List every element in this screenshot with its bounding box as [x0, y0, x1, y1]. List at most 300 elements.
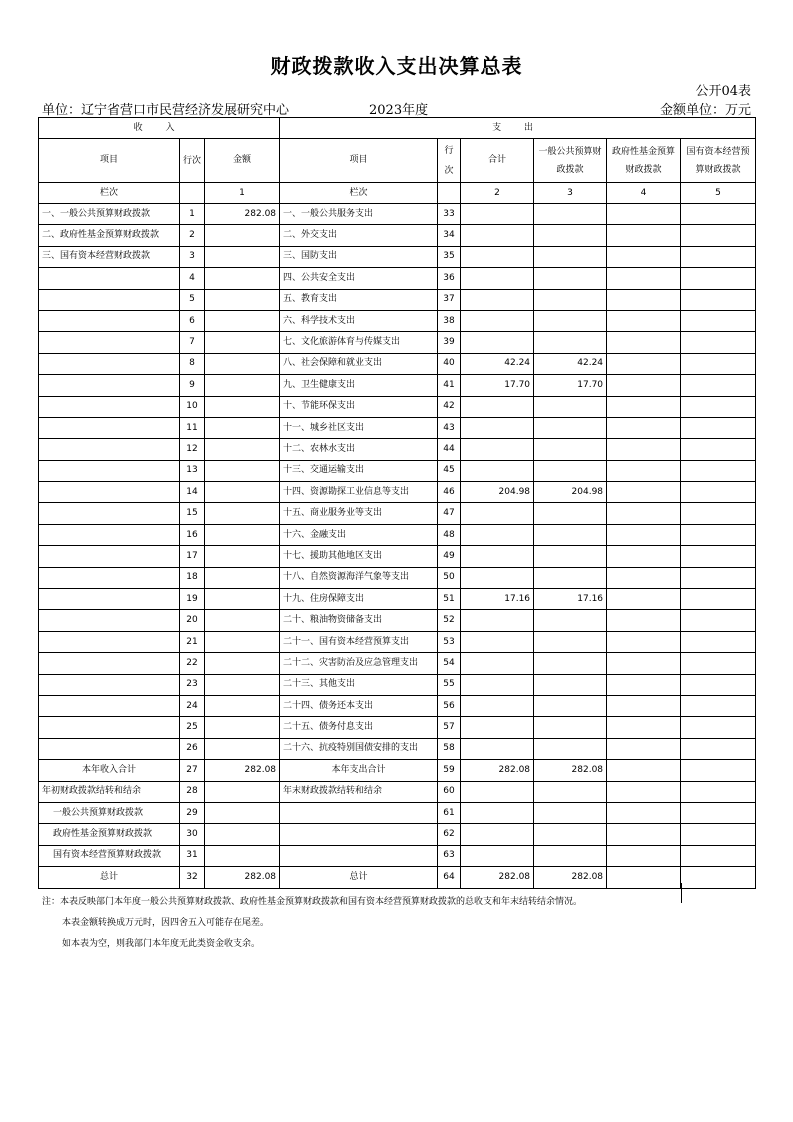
- state-capital-cell: [681, 738, 756, 759]
- income-item-cell: [39, 674, 180, 695]
- expense-item-cell: 总计: [280, 867, 438, 888]
- total-cell: [461, 653, 534, 674]
- col-gov-fund: 政府性基金预算财政拨款: [607, 139, 681, 183]
- general-budget-cell: [534, 524, 607, 545]
- table-row: [39, 439, 756, 460]
- income-row-number: 17: [180, 546, 205, 567]
- expense-row-number: 54: [438, 653, 461, 674]
- expense-row-number: 57: [438, 717, 461, 738]
- income-row-number: 27: [180, 760, 205, 781]
- table-row: [39, 610, 756, 631]
- gov-fund-cell: [607, 225, 681, 246]
- income-item-cell: [39, 738, 180, 759]
- gov-fund-cell: [607, 867, 681, 888]
- state-capital-cell: [681, 225, 756, 246]
- expense-row-number: 42: [438, 396, 461, 417]
- gov-fund-cell: [607, 503, 681, 524]
- state-capital-cell: [681, 824, 756, 845]
- state-capital-cell: [681, 717, 756, 738]
- gov-fund-cell: [607, 524, 681, 545]
- expense-row-number: 50: [438, 567, 461, 588]
- general-budget-cell: 282.08: [534, 867, 607, 888]
- expense-item-cell: 六、科学技术支出: [280, 310, 438, 331]
- col-index-expense-label: 栏次: [280, 183, 438, 204]
- income-amount-cell: [205, 332, 280, 353]
- income-row-number: 23: [180, 674, 205, 695]
- expense-item-cell: 十二、农林水支出: [280, 439, 438, 460]
- general-budget-cell: [534, 396, 607, 417]
- total-cell: [461, 781, 534, 802]
- state-capital-cell: [681, 289, 756, 310]
- expense-item-cell: 十八、自然资源海洋气象等支出: [280, 567, 438, 588]
- expense-row-number: 43: [438, 417, 461, 438]
- state-capital-cell: [681, 845, 756, 866]
- income-row-number: 31: [180, 845, 205, 866]
- income-amount-cell: [205, 439, 280, 460]
- general-budget-cell: [534, 695, 607, 716]
- income-section-header: 收 入: [39, 118, 280, 139]
- table-row: [39, 396, 756, 417]
- general-budget-cell: 42.24: [534, 353, 607, 374]
- income-row-number: 25: [180, 717, 205, 738]
- table-row: [39, 653, 756, 674]
- state-capital-cell: [681, 396, 756, 417]
- gov-fund-cell: [607, 460, 681, 481]
- gov-fund-cell: [607, 310, 681, 331]
- gov-fund-cell: [607, 674, 681, 695]
- income-item-cell: 三、国有资本经营财政拨款: [39, 246, 180, 267]
- income-row-number: 15: [180, 503, 205, 524]
- state-capital-cell: [681, 460, 756, 481]
- table-row: [39, 738, 756, 759]
- col-index-3: 3: [534, 183, 607, 204]
- table-row: [39, 546, 756, 567]
- income-amount-cell: [205, 738, 280, 759]
- total-cell: 282.08: [461, 760, 534, 781]
- expense-row-number: 60: [438, 781, 461, 802]
- state-capital-cell: [681, 674, 756, 695]
- table-row: [39, 781, 756, 802]
- expense-row-number: 59: [438, 760, 461, 781]
- gov-fund-cell: [607, 439, 681, 460]
- state-capital-cell: [681, 417, 756, 438]
- income-amount-cell: [205, 503, 280, 524]
- expense-row-number: 58: [438, 738, 461, 759]
- income-amount-cell: [205, 546, 280, 567]
- total-cell: [461, 332, 534, 353]
- income-row-number: 30: [180, 824, 205, 845]
- total-cell: 282.08: [461, 867, 534, 888]
- state-capital-cell: [681, 524, 756, 545]
- financial-summary-table: [38, 117, 756, 889]
- income-row-number: 12: [180, 439, 205, 460]
- expense-item-cell: 八、社会保障和就业支出: [280, 353, 438, 374]
- expense-item-cell: 二、外交支出: [280, 225, 438, 246]
- income-item-cell: [39, 631, 180, 652]
- expense-row-number: 39: [438, 332, 461, 353]
- expense-row-number: 46: [438, 482, 461, 503]
- table-row: [39, 674, 756, 695]
- state-capital-cell: [681, 246, 756, 267]
- expense-item-cell: 十一、城乡社区支出: [280, 417, 438, 438]
- gov-fund-cell: [607, 482, 681, 503]
- gov-fund-cell: [607, 760, 681, 781]
- expense-item-cell: 年末财政拨款结转和结余: [280, 781, 438, 802]
- expense-row-number: 45: [438, 460, 461, 481]
- expense-item-cell: 十七、援助其他地区支出: [280, 546, 438, 567]
- gov-fund-cell: [607, 589, 681, 610]
- expense-row-number: 62: [438, 824, 461, 845]
- income-amount-cell: [205, 289, 280, 310]
- income-row-number: 3: [180, 246, 205, 267]
- income-item-cell: [39, 417, 180, 438]
- income-item-cell: [39, 396, 180, 417]
- table-row: [39, 332, 756, 353]
- general-budget-cell: [534, 310, 607, 331]
- expense-row-number: 48: [438, 524, 461, 545]
- income-row-number: 24: [180, 695, 205, 716]
- income-amount-cell: [205, 567, 280, 588]
- income-row-number: 13: [180, 460, 205, 481]
- income-amount-cell: [205, 802, 280, 823]
- income-amount-cell: [205, 674, 280, 695]
- total-cell: 204.98: [461, 482, 534, 503]
- expense-row-number: 38: [438, 310, 461, 331]
- income-row-number: 18: [180, 567, 205, 588]
- general-budget-cell: [534, 824, 607, 845]
- income-item-cell: 一般公共预算财政拨款: [39, 802, 180, 823]
- income-row-number: 21: [180, 631, 205, 652]
- total-cell: [461, 246, 534, 267]
- income-row-number: 28: [180, 781, 205, 802]
- state-capital-cell: [681, 546, 756, 567]
- expense-item-cell: 十五、商业服务业等支出: [280, 503, 438, 524]
- income-amount-cell: [205, 482, 280, 503]
- expense-item-cell: 十九、住房保障支出: [280, 589, 438, 610]
- income-amount-cell: [205, 695, 280, 716]
- expense-row-number: 33: [438, 204, 461, 225]
- general-budget-cell: [534, 460, 607, 481]
- income-row-number: 7: [180, 332, 205, 353]
- income-item-cell: [39, 268, 180, 289]
- total-cell: [461, 268, 534, 289]
- expense-row-number: 55: [438, 674, 461, 695]
- income-amount-cell: [205, 460, 280, 481]
- table-row: [39, 802, 756, 823]
- form-number: 公开04表: [695, 84, 751, 99]
- gov-fund-cell: [607, 204, 681, 225]
- col-index-4: 4: [607, 183, 681, 204]
- income-item-cell: 一、一般公共预算财政拨款: [39, 204, 180, 225]
- state-capital-cell: [681, 589, 756, 610]
- income-amount-cell: [205, 396, 280, 417]
- table-row: [39, 717, 756, 738]
- col-index-2: 2: [461, 183, 534, 204]
- income-item-cell: [39, 567, 180, 588]
- expense-item-cell: 二十四、债务还本支出: [280, 695, 438, 716]
- total-cell: [461, 225, 534, 246]
- general-budget-cell: [534, 738, 607, 759]
- income-row-number: 29: [180, 802, 205, 823]
- table-row: [39, 589, 756, 610]
- expense-row-number: 40: [438, 353, 461, 374]
- general-budget-cell: [534, 417, 607, 438]
- income-item-cell: 政府性基金预算财政拨款: [39, 824, 180, 845]
- income-amount-cell: [205, 310, 280, 331]
- general-budget-cell: [534, 674, 607, 695]
- expense-item-cell: 二十二、灾害防治及应急管理支出: [280, 653, 438, 674]
- expense-row-number: 47: [438, 503, 461, 524]
- income-amount-cell: [205, 781, 280, 802]
- page-title: 财政拨款收入支出决算总表: [270, 54, 523, 78]
- expense-row-number: 44: [438, 439, 461, 460]
- state-capital-cell: [681, 482, 756, 503]
- state-capital-cell: [681, 268, 756, 289]
- total-cell: [461, 802, 534, 823]
- income-item-cell: [39, 610, 180, 631]
- table-row: [39, 417, 756, 438]
- income-amount-cell: [205, 631, 280, 652]
- note-1: 注：本表反映部门本年度一般公共预算财政拨款、政府性基金预算财政拨款和国有资本经营预算财政拨款的总收支和年末结转结余情况。: [42, 897, 583, 907]
- expense-row-number: 37: [438, 289, 461, 310]
- total-cell: [461, 460, 534, 481]
- income-row-number: 2: [180, 225, 205, 246]
- state-capital-cell: [681, 653, 756, 674]
- state-capital-cell: [681, 631, 756, 652]
- fiscal-year: 2023年度: [369, 103, 429, 118]
- income-amount-cell: [205, 845, 280, 866]
- table-row: [39, 225, 756, 246]
- expense-item-cell: 七、文化旅游体育与传媒支出: [280, 332, 438, 353]
- expense-item-cell: 五、教育支出: [280, 289, 438, 310]
- income-row-number: 14: [180, 482, 205, 503]
- general-budget-cell: [534, 246, 607, 267]
- total-cell: [461, 738, 534, 759]
- income-item-cell: 国有资本经营预算财政拨款: [39, 845, 180, 866]
- state-capital-cell: [681, 204, 756, 225]
- table-row: [39, 695, 756, 716]
- table-row: [39, 204, 756, 225]
- general-budget-cell: [534, 268, 607, 289]
- income-item-cell: [39, 482, 180, 503]
- table-row: [39, 310, 756, 331]
- table-row: [39, 289, 756, 310]
- expense-item-cell: 二十六、抗疫特别国债安排的支出: [280, 738, 438, 759]
- total-cell: [461, 503, 534, 524]
- income-item-cell: [39, 503, 180, 524]
- income-amount-cell: 282.08: [205, 204, 280, 225]
- income-amount-cell: [205, 824, 280, 845]
- expense-item-cell: 二十一、国有资本经营预算支出: [280, 631, 438, 652]
- money-unit: 金额单位：万元: [659, 103, 751, 118]
- income-amount-cell: 282.08: [205, 867, 280, 888]
- income-item-cell: [39, 589, 180, 610]
- income-item-cell: [39, 546, 180, 567]
- income-amount-cell: [205, 353, 280, 374]
- total-cell: 17.70: [461, 375, 534, 396]
- total-cell: [461, 631, 534, 652]
- income-row-number: 1: [180, 204, 205, 225]
- income-item-cell: [39, 524, 180, 545]
- col-index-label: 栏次: [39, 183, 180, 204]
- table-row: [39, 524, 756, 545]
- gov-fund-cell: [607, 738, 681, 759]
- gov-fund-cell: [607, 567, 681, 588]
- income-row-number: 10: [180, 396, 205, 417]
- income-row-number: 22: [180, 653, 205, 674]
- total-cell: [461, 695, 534, 716]
- table-row: [39, 375, 756, 396]
- expense-item-cell: 三、国防支出: [280, 246, 438, 267]
- gov-fund-cell: [607, 824, 681, 845]
- total-cell: [461, 396, 534, 417]
- general-budget-cell: 282.08: [534, 760, 607, 781]
- col-expense-item: 项目: [280, 139, 438, 183]
- gov-fund-cell: [607, 417, 681, 438]
- total-cell: [461, 845, 534, 866]
- income-amount-cell: [205, 246, 280, 267]
- income-amount-cell: [205, 653, 280, 674]
- table-row: [39, 503, 756, 524]
- income-item-cell: [39, 460, 180, 481]
- reporting-unit: 单位：辽宁省营口市民营经济发展研究中心: [42, 103, 290, 118]
- total-cell: [461, 567, 534, 588]
- state-capital-cell: [681, 353, 756, 374]
- expense-row-number: 49: [438, 546, 461, 567]
- note-2: 本表金额转换成万元时，因四舍五入可能存在尾差。: [62, 918, 270, 928]
- col-index-1: 1: [205, 183, 280, 204]
- general-budget-cell: [534, 717, 607, 738]
- gov-fund-cell: [607, 546, 681, 567]
- income-amount-cell: [205, 225, 280, 246]
- expense-section-header: 支 出: [280, 118, 756, 139]
- col-income-amount: 金额: [205, 139, 280, 183]
- state-capital-cell: [681, 310, 756, 331]
- state-capital-cell: [681, 760, 756, 781]
- expense-row-number: 35: [438, 246, 461, 267]
- income-amount-cell: [205, 268, 280, 289]
- state-capital-cell: [681, 781, 756, 802]
- expense-item-cell: 九、卫生健康支出: [280, 375, 438, 396]
- col-state-capital: 国有资本经营预算财政拨款: [681, 139, 756, 183]
- total-cell: 17.16: [461, 589, 534, 610]
- general-budget-cell: 17.16: [534, 589, 607, 610]
- total-cell: [461, 524, 534, 545]
- income-amount-cell: 282.08: [205, 760, 280, 781]
- table-row: [39, 482, 756, 503]
- table-row: [39, 246, 756, 267]
- gov-fund-cell: [607, 375, 681, 396]
- gov-fund-cell: [607, 353, 681, 374]
- expense-row-number: 51: [438, 589, 461, 610]
- table-row: [39, 824, 756, 845]
- general-budget-cell: [534, 610, 607, 631]
- income-item-cell: [39, 717, 180, 738]
- state-capital-cell: [681, 439, 756, 460]
- income-item-cell: [39, 695, 180, 716]
- total-cell: [461, 439, 534, 460]
- expense-row-number: 53: [438, 631, 461, 652]
- income-amount-cell: [205, 610, 280, 631]
- gov-fund-cell: [607, 246, 681, 267]
- gov-fund-cell: [607, 268, 681, 289]
- gov-fund-cell: [607, 781, 681, 802]
- gov-fund-cell: [607, 396, 681, 417]
- total-cell: [461, 289, 534, 310]
- expense-item-cell: 十三、交通运输支出: [280, 460, 438, 481]
- total-cell: [461, 204, 534, 225]
- income-row-number: 32: [180, 867, 205, 888]
- total-cell: 42.24: [461, 353, 534, 374]
- expense-item-cell: 四、公共安全支出: [280, 268, 438, 289]
- expense-row-number: 56: [438, 695, 461, 716]
- table-row: [39, 867, 756, 888]
- income-amount-cell: [205, 375, 280, 396]
- note-3: 如本表为空，则我部门本年度无此类资金收支余。: [62, 939, 261, 949]
- col-income-row: 行次: [180, 139, 205, 183]
- general-budget-cell: [534, 781, 607, 802]
- total-cell: [461, 824, 534, 845]
- table-row: [39, 760, 756, 781]
- general-budget-cell: [534, 802, 607, 823]
- gov-fund-cell: [607, 289, 681, 310]
- gov-fund-cell: [607, 610, 681, 631]
- total-cell: [461, 610, 534, 631]
- general-budget-cell: [534, 546, 607, 567]
- income-row-number: 19: [180, 589, 205, 610]
- expense-row-number: 34: [438, 225, 461, 246]
- income-row-number: 4: [180, 268, 205, 289]
- income-item-cell: [39, 353, 180, 374]
- state-capital-cell: [681, 802, 756, 823]
- gov-fund-cell: [607, 845, 681, 866]
- state-capital-cell: [681, 375, 756, 396]
- income-row-number: 6: [180, 310, 205, 331]
- state-capital-cell: [681, 867, 756, 888]
- col-income-item: 项目: [39, 139, 180, 183]
- income-item-cell: 本年收入合计: [39, 760, 180, 781]
- expense-item-cell: 一、一般公共服务支出: [280, 204, 438, 225]
- state-capital-cell: [681, 332, 756, 353]
- income-row-number: 5: [180, 289, 205, 310]
- state-capital-cell: [681, 567, 756, 588]
- table-row: [39, 567, 756, 588]
- total-cell: [461, 417, 534, 438]
- col-expense-row: 行次: [438, 139, 461, 183]
- income-item-cell: [39, 439, 180, 460]
- general-budget-cell: [534, 653, 607, 674]
- general-budget-cell: [534, 204, 607, 225]
- state-capital-cell: [681, 695, 756, 716]
- income-row-number: 20: [180, 610, 205, 631]
- income-item-cell: [39, 332, 180, 353]
- expense-item-cell: 本年支出合计: [280, 760, 438, 781]
- gov-fund-cell: [607, 802, 681, 823]
- expense-row-number: 41: [438, 375, 461, 396]
- income-item-cell: 二、政府性基金预算财政拨款: [39, 225, 180, 246]
- general-budget-cell: [534, 332, 607, 353]
- expense-item-cell: [280, 845, 438, 866]
- total-cell: [461, 310, 534, 331]
- income-row-number: 16: [180, 524, 205, 545]
- general-budget-cell: 204.98: [534, 482, 607, 503]
- general-budget-cell: [534, 631, 607, 652]
- income-amount-cell: [205, 589, 280, 610]
- col-index-blank: [438, 183, 461, 204]
- income-amount-cell: [205, 524, 280, 545]
- table-edge-line: [681, 883, 682, 903]
- gov-fund-cell: [607, 653, 681, 674]
